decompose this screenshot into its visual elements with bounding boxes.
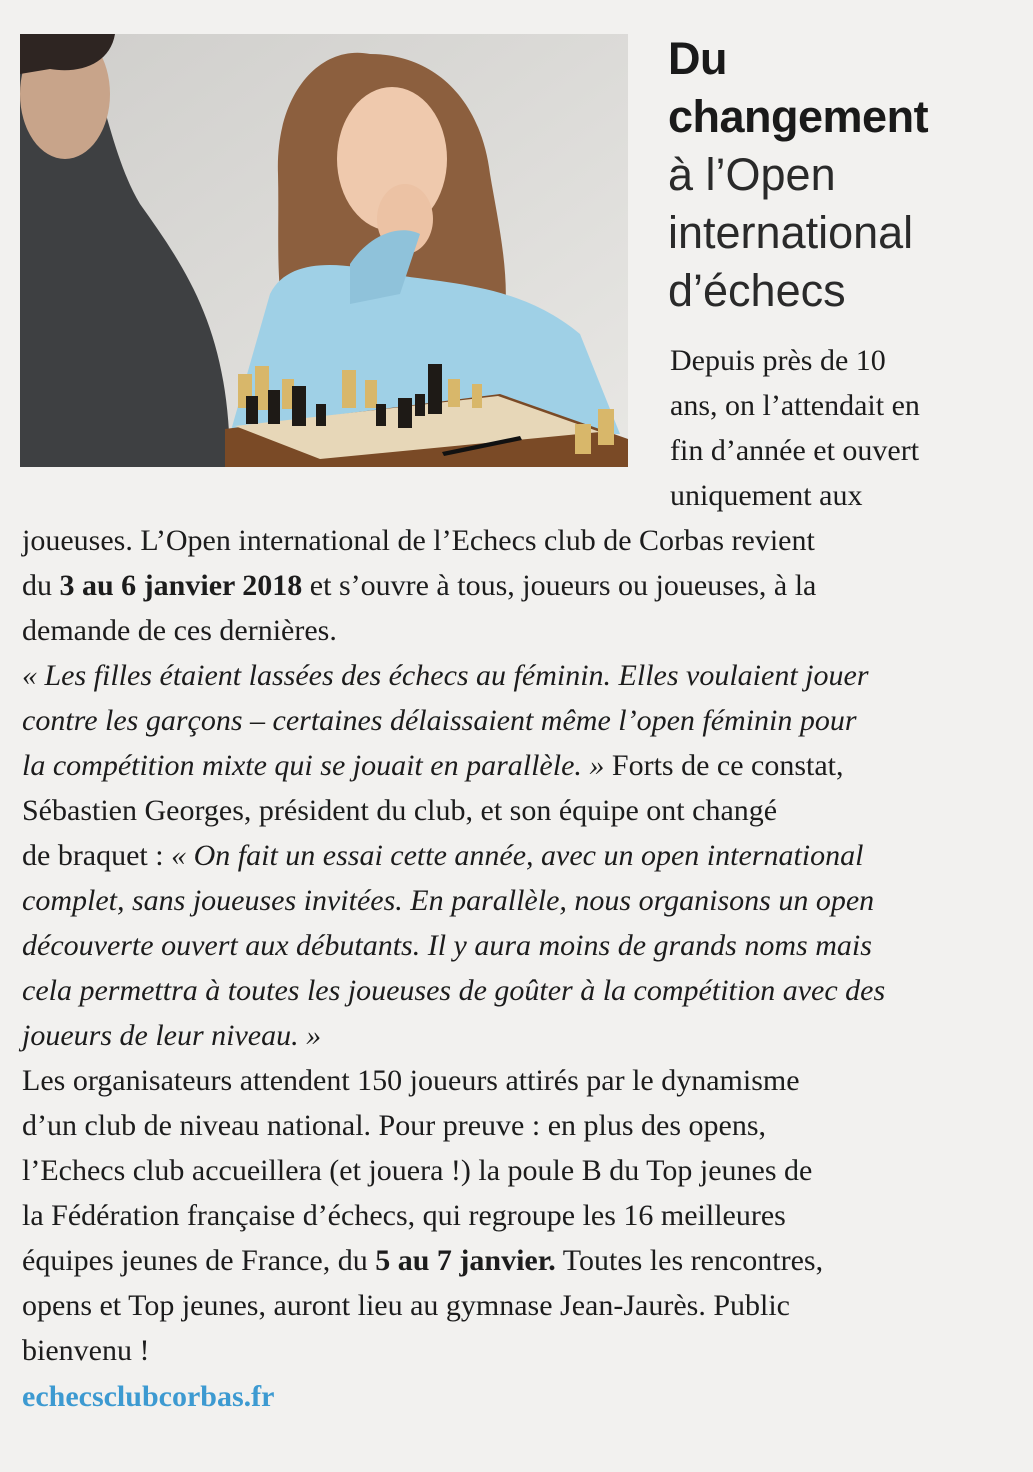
body-line: bienvenu ! [22,1334,150,1367]
headline-line-2: changement [668,91,929,142]
body-line [22,1238,1022,1283]
body-line: joueuses. L’Open international de l’Echecs club de Corbas revient [22,524,815,557]
quote-text: « On fait un essai cette année, avec un open international [171,839,864,872]
lead-line: fin d’année et ouvert [670,434,920,467]
body-line: d’un club de niveau national. Pour preuve : en plus des opens, [22,1109,766,1142]
quote-text: la compétition mixte qui se jouait en parallèle. » [22,749,605,782]
quote-line: complet, sans joueuses invitées. En parallèle, nous organisons un open [22,884,875,917]
body-line [22,833,1022,878]
body-text: et s’ouvre à tous, joueurs ou joueuses, à la [302,569,817,602]
quote-line: contre les garçons – certaines délaissaient même l’open féminin pour [22,704,857,737]
lead-line: ans, on l’attendait en [670,389,920,422]
lead-line: Depuis près de 10 [670,344,886,377]
headline-line-1: Du [668,33,727,84]
headline-line-3: à l’Open [668,149,836,200]
body-line: demande de ces dernières. [22,614,337,647]
club-website-link[interactable]: echecsclubcorbas.fr [22,1380,275,1413]
quote-line: cela permettra à toutes les joueuses de goûter à la compétition avec des [22,974,886,1007]
body-text: du [22,569,60,602]
body-line: Sébastien Georges, président du club, et son équipe ont changé [22,794,778,827]
body-line: l’Echecs club accueillera (et jouera !) la poule B du Top jeunes de [22,1154,813,1187]
body-line: Les organisateurs attendent 150 joueurs attirés par le dynamisme [22,1064,800,1097]
body-line: opens et Top jeunes, auront lieu au gymnase Jean-Jaurès. Public [22,1289,790,1322]
body-line [22,563,1022,608]
body-text: Forts de ce constat, [604,749,844,782]
body-line [22,743,1022,788]
body-line: la Fédération française d’échecs, qui regroupe les 16 meilleures [22,1199,786,1232]
body-text: de braquet : [22,839,172,872]
top-jeunes-dates: 5 au 7 janvier. [375,1244,556,1277]
lead-line: uniquement aux [670,479,863,512]
quote-line: joueurs de leur niveau. » [22,1019,322,1052]
headline-line-5: d’échecs [668,265,846,316]
body-text: équipes jeunes de France, du [22,1244,376,1277]
article-headline [668,30,1018,320]
quote-line: découverte ouvert aux débutants. Il y aura moins de grands noms mais [22,929,872,962]
event-dates: 3 au 6 janvier 2018 [59,569,303,602]
body-text: Toutes les rencontres, [555,1244,824,1277]
quote-line: « Les filles étaient lassées des échecs au féminin. Elles voulaient jouer [22,659,869,692]
article-body [22,518,1022,1373]
article-photo [20,34,628,467]
article-lead [670,338,1015,518]
headline-line-4: international [668,207,914,258]
